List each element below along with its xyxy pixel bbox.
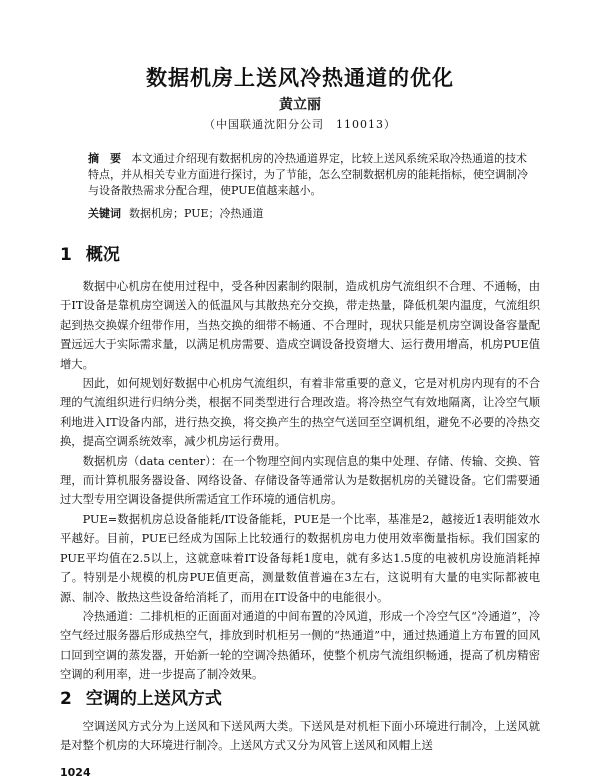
paragraph: 数据机房（data center）：在一个物理空间内实现信息的集中处理、存储、传输、交换、管理，而计算机服务器设备、网络设备、存储设备等通常认为是数据机房的关键设备。它们需要通过大型专用空调设备提供所需适宜工作环境的通信机房。 [60, 454, 540, 507]
section-1-number: 1 [60, 245, 72, 265]
section-1-heading [60, 240, 120, 265]
abstract [88, 151, 528, 199]
paragraph: 冷热通道：二排机柜的正面面对通道的中间布置的冷风道，形成一个冷空气区“冷通道”，冷空气经过服务器后形成热空气，排放到时机柜另一侧的“热通道”中，通过热通道上方布置的回风口回到空调的蒸发器，开始新一轮的空调冷热循环，使整个机房气流组织畅通，提高了机房精密空调的利用率，进一步提高了制冷效果。 [60, 609, 540, 682]
abstract-text: 本文通过介绍现有数据机房的冷热通道界定，比较上送风系统采取冷热通道的技术特点，并从相关专业方面进行探讨，为了节能，怎么空制数据机房的能耗指标，使空调制冷与设备散热需求分配合理，使PUE值越来越小。 [88, 152, 528, 197]
section-2-body [60, 717, 540, 756]
section-1-body [60, 277, 540, 685]
paragraph: 空调送风方式分为上送风和下送风两大类。下送风是对机柜下面小环境进行制冷，上送风就是对整个机房的大环境进行制冷。上送风方式又分为风管上送风和风帽上送 [60, 720, 540, 753]
keywords [88, 205, 528, 221]
author-affiliation: （中国联通沈阳分公司 110013） [204, 118, 396, 131]
paper-title: 数据机房上送风冷热通道的优化 [146, 66, 454, 90]
abstract-label: 摘 要 [88, 152, 121, 165]
keywords-text: 数据机房；PUE；冷热通道 [129, 207, 264, 220]
section-1-title: 概况 [85, 245, 120, 265]
author-name: 黄立丽 [279, 97, 321, 113]
section-2-title: 空调的上送风方式 [85, 689, 222, 709]
paragraph: 数据中心机房在使用过程中，受各种因素制约限制，造成机房气流组织不合理、不通畅，由于IT设备是靠机房空调送入的低温风与其散热充分交换，带走热量，降低机架内温度，气流组织起到热交换媒介纽带作用，当热交换的细带不畅通、不合理时，现状只能是机房空调设备容量配置远远大于实际需求量，以满足机房需要、造成空调设备投资增大、运行费用增高，机房PUE值增大。 [60, 280, 540, 371]
paragraph: PUE=数据机房总设备能耗/IT设备能耗，PUE是一个比率，基准是2，越接近1表明能效水平越好。目前，PUE已经成为国际上比较通行的数据机房电力使用效率衡量指标。我们国家的PUE平均值在2.5以上，这就意味着IT设备每耗1度电，就有多达1.5度的电被机房设施消耗掉了。特别是小规模的机房PUE值更高，测量数值普遍在3左右，这说明有大量的电实际都被电源、制冷、散热这些设备给消耗了，而用在IT设备中的电能很小。 [60, 512, 540, 604]
paragraph: 因此，如何规划好数据中心机房气流组织，有着非常重要的意义，它是对机房内现有的不合理的气流组织进行归纳分类，根据不同类型进行合理改造。将冷热空气有效地隔离，让冷空气顺利地进入IT设备内部，进行热交换，将交换产生的热空气送回至空调机组，避免不必要的冷热交换，提高空调系统效率，减少机房运行费用。 [60, 377, 540, 449]
keywords-label: 关键词 [88, 207, 121, 220]
section-2-heading [60, 684, 222, 709]
page-number: 1024 [60, 766, 91, 779]
section-2-number: 2 [60, 689, 72, 709]
